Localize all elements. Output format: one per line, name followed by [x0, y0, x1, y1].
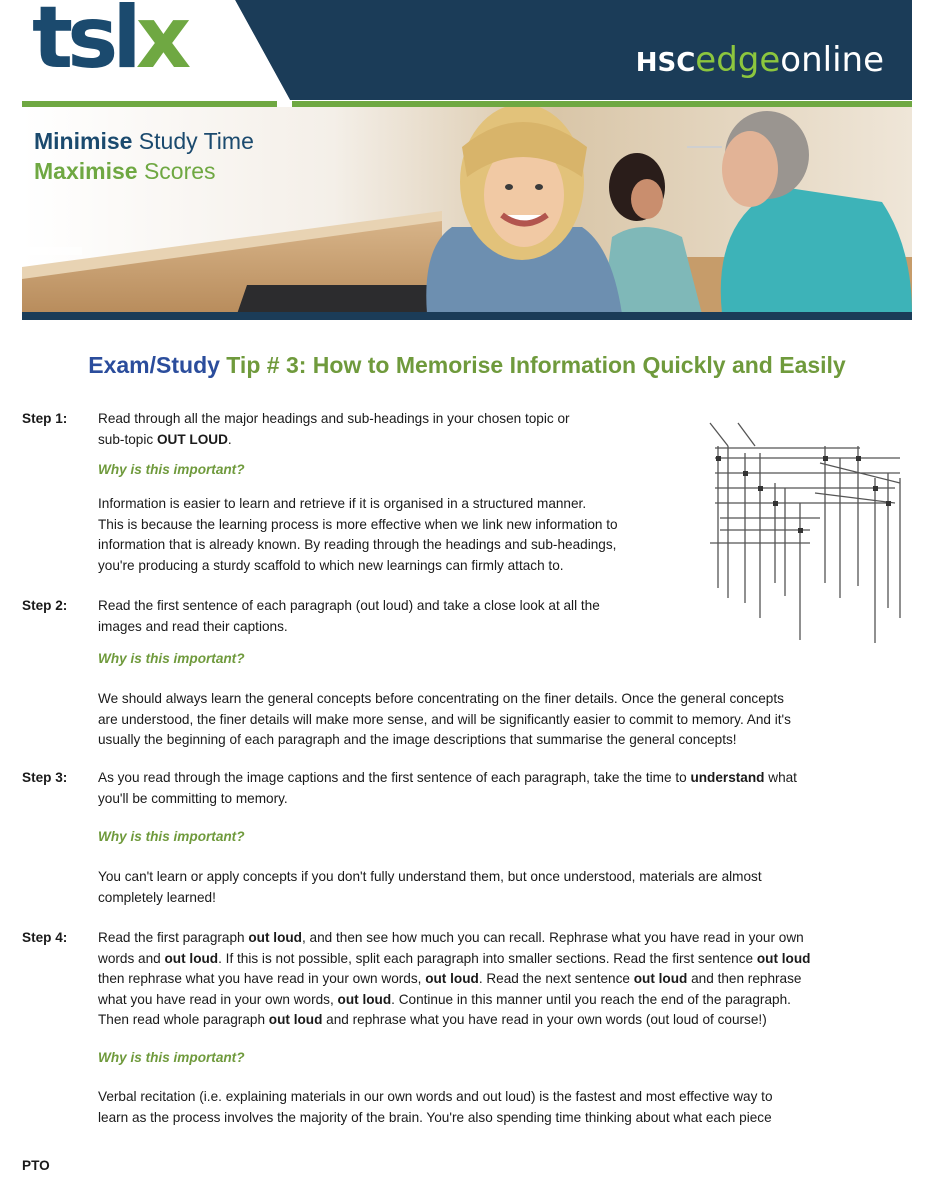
step-3-text-a: As you read through the image captions and the first sentence of each paragraph, take the time to	[98, 770, 691, 785]
pto-label: PTO	[22, 1158, 50, 1173]
step-3-why-heading: Why is this important?	[98, 829, 245, 844]
hsc-edge-online-brand	[636, 40, 884, 80]
tagline-line1	[34, 126, 254, 156]
step-4-bold: out loud	[756, 950, 811, 966]
step-4-why-heading: Why is this important?	[98, 1050, 245, 1065]
brand-online: online	[780, 40, 884, 80]
step-3-text-b: what	[764, 770, 797, 785]
step-1-explanation	[98, 494, 618, 576]
step-4-seg: . If this is not possible, split each paragraph into smaller sections. Read the first sentence	[218, 950, 757, 966]
logo-part2: x	[135, 0, 186, 88]
step-4-seg: Read the first paragraph	[98, 930, 249, 945]
step-4-line	[98, 990, 810, 1011]
step-2-line: Read the first sentence of each paragraph (out loud) and take a close look at all the	[98, 598, 600, 613]
step-4-bold: out loud	[268, 1012, 323, 1027]
tsl-logo	[32, 0, 185, 88]
step-1-end: .	[227, 431, 232, 447]
step-4-seg: Then read whole paragraph	[98, 1012, 269, 1027]
step-2-text	[98, 596, 600, 637]
step-4-bold: out loud	[633, 971, 688, 986]
scaffold-sketch-illustration	[700, 418, 905, 648]
explanation-line: you're producing a sturdy scaffold to which new learnings can firmly attach to.	[98, 557, 564, 573]
step-4-seg: , and then see how much you can recall. Rephrase what you have read in your own	[301, 930, 804, 945]
tagline-line1-bold: Minimise	[34, 128, 133, 154]
step-4-bold: out loud	[248, 930, 302, 945]
explanation-line: information that is already known. By reading through the headings and sub-headings,	[98, 537, 617, 552]
tagline-line1-rest: Study Time	[132, 128, 254, 154]
explanation-line: are understood, the finer details will make more sense, and will be significantly easier to commit to memory. And it's	[98, 711, 791, 727]
step-4-bold: out loud	[337, 991, 392, 1007]
step-4-seg: then rephrase what you have read in your own words,	[98, 971, 426, 986]
step-1-label: Step 1:	[22, 411, 68, 426]
title-part2: Tip # 3: How to Memorise Information Quickly and Easily	[226, 352, 846, 378]
title-part1: Exam/Study	[88, 352, 227, 378]
step-4-label: Step 4:	[22, 930, 68, 945]
step-1-bold: OUT LOUD	[156, 431, 228, 447]
step-4-line	[98, 949, 810, 970]
brand-hsc: HSC	[635, 48, 696, 78]
header-banner	[0, 0, 934, 322]
step-3-text	[98, 768, 797, 809]
step-3-line: you'll be committing to memory.	[98, 790, 288, 806]
step-4-seg: . Read the next sentence	[478, 971, 634, 986]
step-2-explanation	[98, 689, 791, 751]
step-3-line	[98, 768, 797, 789]
explanation-line: This is because the learning process is more effective when we link new information to	[98, 516, 618, 532]
step-3-explanation	[98, 867, 762, 908]
step-2-why-heading: Why is this important?	[98, 651, 245, 666]
step-2-line: images and read their captions.	[98, 618, 288, 634]
step-4-line	[98, 1010, 810, 1031]
step-4-bold: out loud	[425, 971, 479, 986]
step-1-line	[98, 430, 570, 451]
page-title	[0, 352, 934, 379]
tagline-line2-rest: Scores	[137, 158, 216, 184]
step-1-line: Read through all the major headings and sub-headings in your chosen topic or	[98, 411, 570, 426]
step-4-text	[98, 928, 810, 1031]
step-1-why-heading: Why is this important?	[98, 462, 245, 477]
brand-edge: edge	[695, 40, 781, 80]
step-4-explanation	[98, 1087, 773, 1128]
step-4-seg: and rephrase what you have read in your own words (out loud of course!)	[322, 1012, 767, 1027]
step-2-label: Step 2:	[22, 598, 68, 613]
step-1-text	[98, 409, 570, 450]
step-4-seg: what you have read in your own words,	[98, 991, 338, 1007]
step-4-line	[98, 928, 810, 949]
tagline	[34, 126, 254, 186]
step-4-seg: words and	[98, 950, 165, 966]
explanation-line: usually the beginning of each paragraph and the image descriptions that summarise the general concepts!	[98, 732, 737, 747]
explanation-line: You can't learn or apply concepts if you don't fully understand them, but once understood, materials are almost	[98, 869, 762, 884]
step-3-label: Step 3:	[22, 770, 68, 785]
step-4-seg: . Continue in this manner until you reach the end of the paragraph.	[391, 991, 791, 1007]
explanation-line: Verbal recitation (i.e. explaining materials in our own words and out loud) is the fastest and most effective way to	[98, 1089, 773, 1104]
step-1-line2-text: sub-topic	[98, 431, 157, 447]
explanation-line: Information is easier to learn and retrieve if it is organised in a structured manner.	[98, 496, 587, 511]
explanation-line: learn as the process involves the majority of the brain. You're also spending time thinking about what each piece	[98, 1109, 772, 1125]
header-bottom-rule	[22, 312, 912, 320]
step-4-seg: and then rephrase	[687, 971, 802, 986]
step-4-line	[98, 969, 810, 990]
step-4-bold: out loud	[164, 950, 219, 966]
step-3-bold: understand	[690, 770, 765, 785]
logo-part1: tsl	[32, 0, 136, 88]
tagline-line2-bold: Maximise	[34, 158, 138, 184]
explanation-line: We should always learn the general concepts before concentrating on the finer details. Once the general concepts	[98, 691, 784, 706]
tagline-line2	[34, 156, 254, 186]
explanation-line: completely learned!	[98, 889, 216, 905]
